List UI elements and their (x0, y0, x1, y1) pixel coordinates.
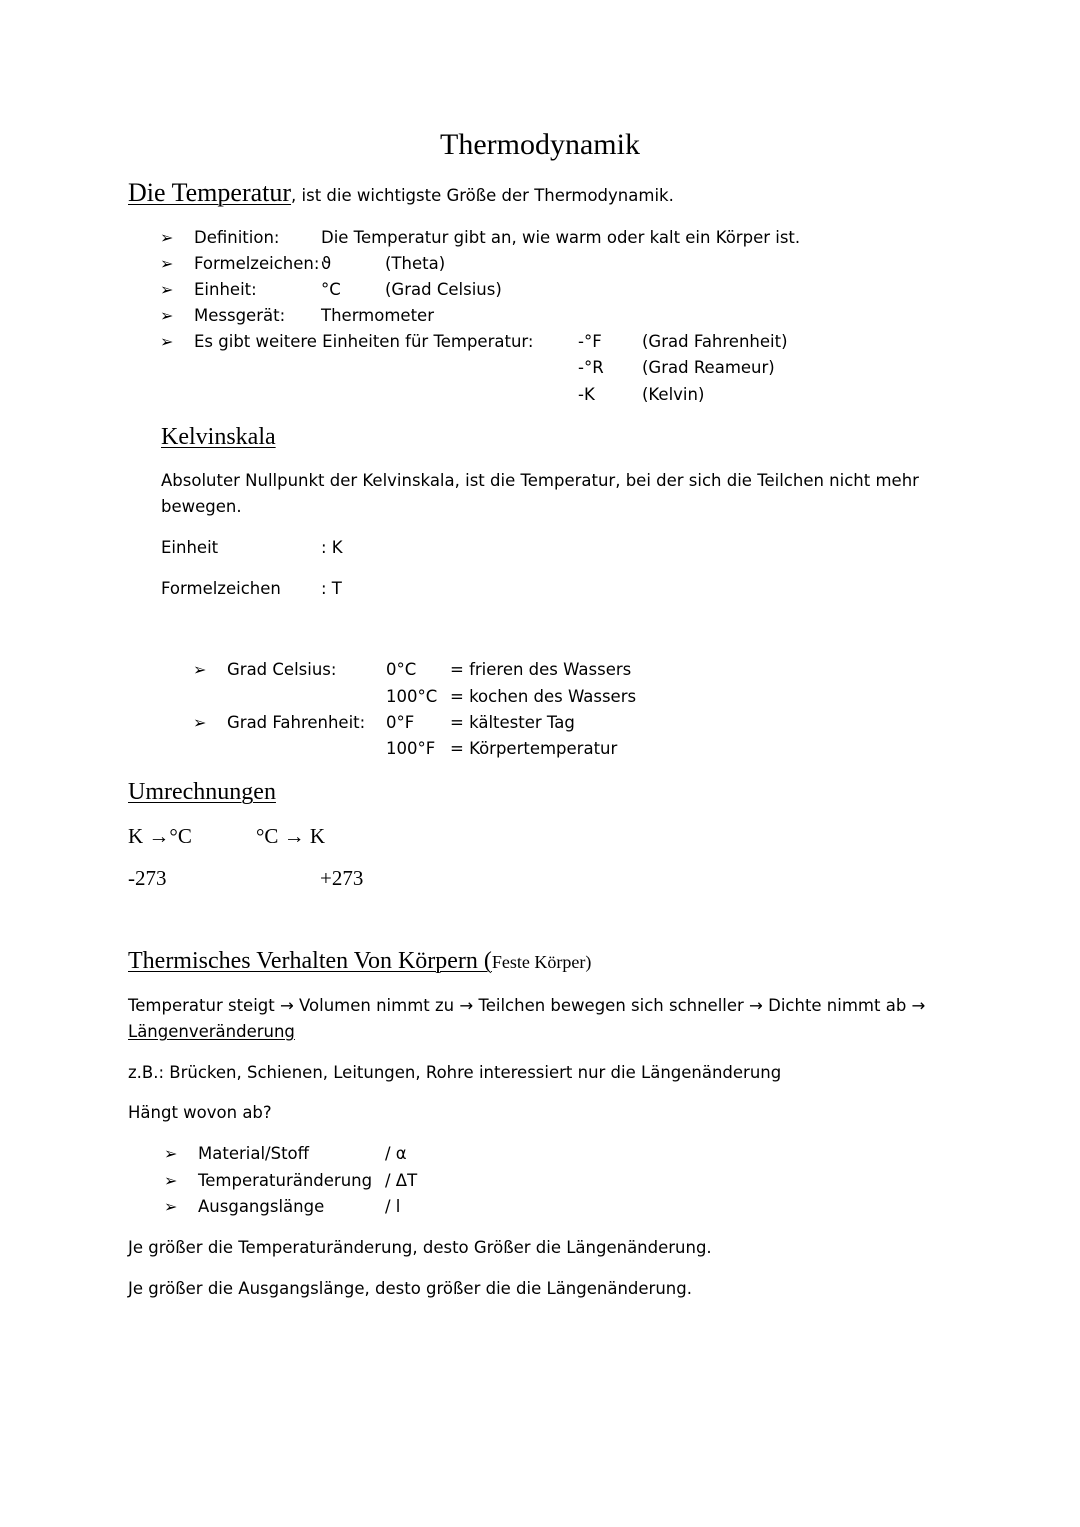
kelvinskala-paragraph-line: bewegen. (161, 497, 242, 516)
unit-name: (Grad Reameur) (642, 358, 775, 377)
satz-text: Je größer die Ausgangslänge, desto größer die die Längenänderung. (128, 1279, 692, 1298)
unit-name: (Grad Fahrenheit) (642, 332, 788, 351)
messgeraet-value: Thermometer (321, 306, 434, 325)
k-to-c-value: -273 (128, 866, 167, 890)
page-title: Thermodynamik (440, 128, 640, 161)
faktor-symbol: / l (385, 1197, 401, 1216)
weitere-einheiten-label: Es gibt weitere Einheiten für Temperatur: (194, 332, 534, 351)
thermisch-heading: Thermisches Verhalten Von Körpern ( (128, 948, 492, 974)
faktor-label: Ausgangslänge (198, 1197, 325, 1216)
scale-desc: = Körpertemperatur (450, 739, 618, 758)
thermisch-heading-small: Feste Körper) (491, 952, 592, 972)
thermisch-line-underlined: Längenveränderung (128, 1022, 295, 1041)
unit-symbol: -K (578, 385, 595, 404)
definition-text: Die Temperatur gibt an, wie warm oder kalt ein Körper ist. (321, 228, 801, 247)
c-to-k-label: °C → K (256, 824, 326, 848)
satz-text: Je größer die Temperaturänderung, desto Größer die Längenänderung. (128, 1238, 712, 1257)
scale-value: 0°C (386, 660, 417, 679)
scale-desc: = kältester Tag (450, 713, 575, 732)
umrechnungen-heading: Umrechnungen (128, 779, 276, 805)
scale-desc: = kochen des Wassers (450, 687, 637, 706)
bullet-icon: ➢ (193, 660, 207, 679)
scale-value: 100°C (386, 687, 438, 706)
kelvin-formelzeichen-label: Formelzeichen (161, 579, 281, 598)
bullet-icon: ➢ (164, 1197, 178, 1216)
formelzeichen-symbol: ϑ (321, 254, 332, 273)
thermisch-heading-line (128, 948, 591, 975)
thermisch-line: Temperatur steigt → Volumen nimmt zu → Teilchen bewegen sich schneller → Dichte nimmt ab → (128, 996, 926, 1015)
faktor-label: Temperaturänderung (198, 1171, 373, 1190)
bullet-icon: ➢ (193, 713, 207, 732)
beispiel-text: z.B.: Brücken, Schienen, Leitungen, Rohre interessiert nur die Längenänderung (128, 1063, 782, 1082)
fahrenheit-label: Grad Fahrenheit: (227, 713, 366, 732)
celsius-label: Grad Celsius: (227, 660, 337, 679)
faktor-symbol: / α (385, 1144, 407, 1163)
c-to-k-value: +273 (320, 866, 364, 890)
einheit-label: Einheit: (194, 280, 257, 299)
scale-value: 100°F (386, 739, 436, 758)
kelvin-einheit-value: : K (321, 538, 343, 557)
kelvin-formelzeichen-value: : T (321, 579, 342, 598)
temperatur-heading: Die Temperatur (128, 178, 292, 207)
messgeraet-label: Messgerät: (194, 306, 286, 325)
kelvinskala-heading: Kelvinskala (161, 424, 276, 450)
bullet-icon: ➢ (164, 1144, 178, 1163)
faktor-symbol: / ΔT (385, 1171, 418, 1190)
k-to-c-label: K →°C (128, 824, 192, 848)
bullet-icon: ➢ (160, 280, 174, 299)
bullet-icon: ➢ (160, 332, 174, 351)
einheit-name: (Grad Celsius) (385, 280, 502, 299)
scale-desc: = frieren des Wassers (450, 660, 632, 679)
kelvinskala-paragraph-line: Absoluter Nullpunkt der Kelvinskala, ist die Temperatur, bei der sich die Teilchen nicht mehr (161, 471, 919, 490)
einheit-symbol: °C (321, 280, 341, 299)
bullet-icon: ➢ (160, 254, 174, 273)
formelzeichen-name: (Theta) (385, 254, 446, 273)
bullet-icon: ➢ (164, 1171, 178, 1190)
unit-symbol: -°R (578, 358, 604, 377)
frage-text: Hängt wovon ab? (128, 1103, 272, 1122)
temperatur-heading-rest: , ist die wichtigste Größe der Thermodynamik. (291, 186, 674, 205)
bullet-icon: ➢ (160, 306, 174, 325)
formelzeichen-label: Formelzeichen: (194, 254, 320, 273)
faktor-label: Material/Stoff (198, 1144, 309, 1163)
scale-value: 0°F (386, 713, 415, 732)
definition-label: Definition: (194, 228, 280, 247)
unit-name: (Kelvin) (642, 385, 705, 404)
unit-symbol: -°F (578, 332, 602, 351)
kelvin-einheit-label: Einheit (161, 538, 219, 557)
temperatur-heading-line (128, 178, 674, 208)
bullet-icon: ➢ (160, 228, 174, 247)
